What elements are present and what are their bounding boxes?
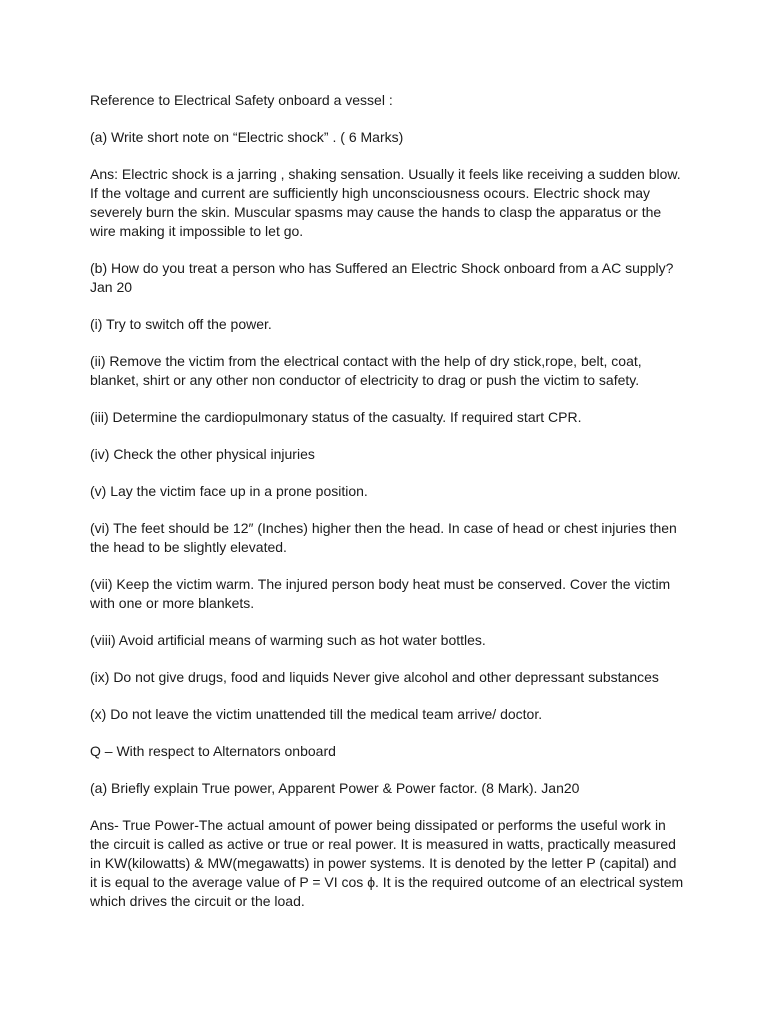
- text-line: (i) Try to switch off the power.: [90, 316, 272, 332]
- text-line: Jan 20: [90, 279, 133, 295]
- paragraph-step-ii: [90, 352, 680, 390]
- text-line: it is equal to the average value of P = VI cos ϕ. It is the required outcome of an electrical system: [90, 874, 684, 890]
- text-line: with one or more blankets.: [90, 595, 255, 611]
- paragraph-question-b: [90, 259, 680, 297]
- text-line: Q – With respect to Alternators onboard: [90, 743, 336, 759]
- text-line: (x) Do not leave the victim unattended till the medical team arrive/ doctor.: [90, 706, 543, 722]
- text-line: wire making it impossible to let go.: [90, 223, 304, 239]
- text-line: (a) Briefly explain True power, Apparent Power & Power factor. (8 Mark). Jan20: [90, 780, 580, 796]
- paragraph-question-a: [90, 128, 680, 147]
- text-line: If the voltage and current are sufficiently high unconsciousness ocours. Electric shock may: [90, 185, 651, 201]
- text-line: (a) Write short note on “Electric shock” . ( 6 Marks): [90, 129, 404, 145]
- paragraph-question-power: [90, 779, 680, 798]
- text-line: the head to be slightly elevated.: [90, 539, 287, 555]
- paragraph-step-iii: [90, 408, 680, 427]
- paragraph-step-i: [90, 315, 680, 334]
- text-line: severely burn the skin. Muscular spasms may cause the hands to clasp the apparatus or the: [90, 204, 662, 220]
- text-line: (ix) Do not give drugs, food and liquids Never give alcohol and other depressant substances: [90, 669, 659, 685]
- text-line: Ans- True Power-The actual amount of power being dissipated or performs the useful work in: [90, 817, 666, 833]
- paragraph-step-iv: [90, 445, 680, 464]
- text-line: (vi) The feet should be 12″ (Inches) higher then the head. In case of head or chest injuries then: [90, 520, 677, 536]
- text-line: blanket, shirt or any other non conductor of electricity to drag or push the victim to safety.: [90, 372, 640, 388]
- paragraph-reference-heading: [90, 91, 680, 110]
- paragraph-step-x: [90, 705, 680, 724]
- paragraph-alternators-heading: [90, 742, 680, 761]
- paragraph-step-vii: [90, 575, 680, 613]
- paragraph-step-vi: [90, 519, 680, 557]
- paragraph-step-ix: [90, 668, 680, 687]
- text-line: (iv) Check the other physical injuries: [90, 446, 315, 462]
- document-body: [90, 91, 684, 911]
- paragraph-answer-electric-shock: [90, 165, 680, 241]
- text-line: (vii) Keep the victim warm. The injured person body heat must be conserved. Cover the victim: [90, 576, 671, 592]
- text-line: (v) Lay the victim face up in a prone position.: [90, 483, 368, 499]
- text-line: (viii) Avoid artificial means of warming such as hot water bottles.: [90, 632, 486, 648]
- paragraph-step-viii: [90, 631, 680, 650]
- paragraph-step-v: [90, 482, 680, 501]
- text-line: (b) How do you treat a person who has Suffered an Electric Shock onboard from a AC supply?: [90, 260, 674, 276]
- text-line: Reference to Electrical Safety onboard a vessel :: [90, 92, 393, 108]
- text-line: Ans: Electric shock is a jarring , shaking sensation. Usually it feels like receiving a sudden blow.: [90, 166, 681, 182]
- text-line: (iii) Determine the cardiopulmonary status of the casualty. If required start CPR.: [90, 409, 582, 425]
- paragraph-answer-true-power: [90, 816, 684, 911]
- text-line: which drives the circuit or the load.: [90, 893, 305, 909]
- text-line: the circuit is called as active or true or real power. It is measured in watts, practically measured: [90, 836, 676, 852]
- text-line: (ii) Remove the victim from the electrical contact with the help of dry stick,rope, belt, coat,: [90, 353, 642, 369]
- text-line: in KW(kilowatts) & MW(megawatts) in power systems. It is denoted by the letter P (capital) and: [90, 855, 677, 871]
